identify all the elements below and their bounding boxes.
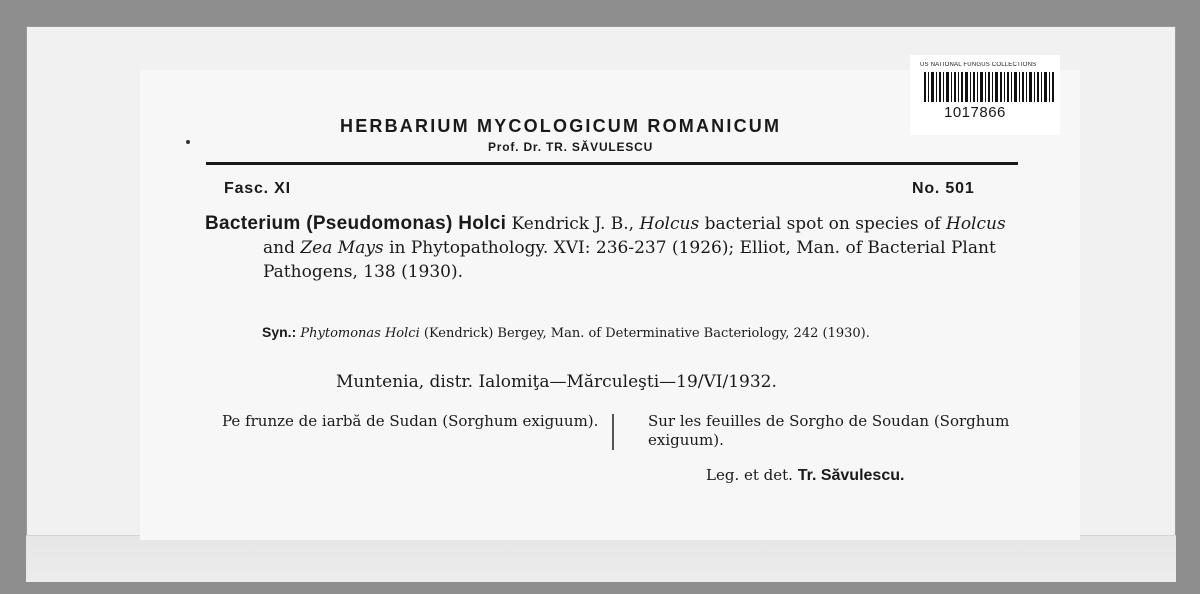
barcode-caption: US NATIONAL FUNGUS COLLECTIONS: [920, 62, 1037, 68]
synonym-label: Syn.:: [262, 324, 297, 340]
synonym-entry: [262, 322, 1022, 344]
host-french: Sur les feuilles de Sorgho de Soudan (Sorghum exiguum).: [648, 412, 1010, 449]
host-romanian: Pe frunze de iarbă de Sudan (Sorghum exiguum).: [222, 412, 599, 430]
genus-name-2: Holcus: [946, 214, 1006, 234]
collector-name: Tr. Săvulescu.: [797, 467, 905, 484]
species-entry: [205, 212, 1025, 284]
collector-prefix: Leg. et det.: [706, 466, 798, 484]
collector-line: [706, 466, 904, 485]
herbarium-title: HERBARIUM MYCOLOGICUM ROMANICUM: [340, 116, 782, 136]
entry-text-2: and: [263, 238, 301, 258]
synonym-text: (Kendrick) Bergey, Man. of Determinative Bacteriology, 242 (1930).: [419, 326, 870, 341]
column-divider: [612, 414, 614, 450]
synonym-name: Phytomonas Holci: [300, 326, 420, 341]
entry-text-3: in Phytopathology. XVI: 236-237 (1926); Elliot, Man. of Bacterial Plant Pathogens, 138 (1930).: [263, 238, 996, 282]
header-rule: [206, 162, 1018, 165]
genus-name-3: Zea Mays: [300, 238, 384, 258]
collection-locality: Muntenia, distr. Ialomiţa—Mărculeşti—19/VI/1932.: [336, 372, 777, 392]
author-text: Kendrick J. B.,: [506, 214, 640, 234]
entry-text-1: bacterial spot on species of: [699, 214, 946, 234]
barcode-image: [924, 72, 1054, 102]
genus-name: Holcus: [639, 214, 700, 234]
barcode-number: 1017866: [944, 104, 1006, 121]
fascicle-label: Fasc. XI: [224, 180, 291, 197]
herbarium-subtitle: Prof. Dr. TR. SĂVULESCU: [488, 140, 654, 154]
ink-dot: [186, 140, 190, 144]
species-name: Bacterium (Pseudomonas) Holci: [205, 213, 507, 234]
specimen-number: No. 501: [912, 180, 975, 197]
